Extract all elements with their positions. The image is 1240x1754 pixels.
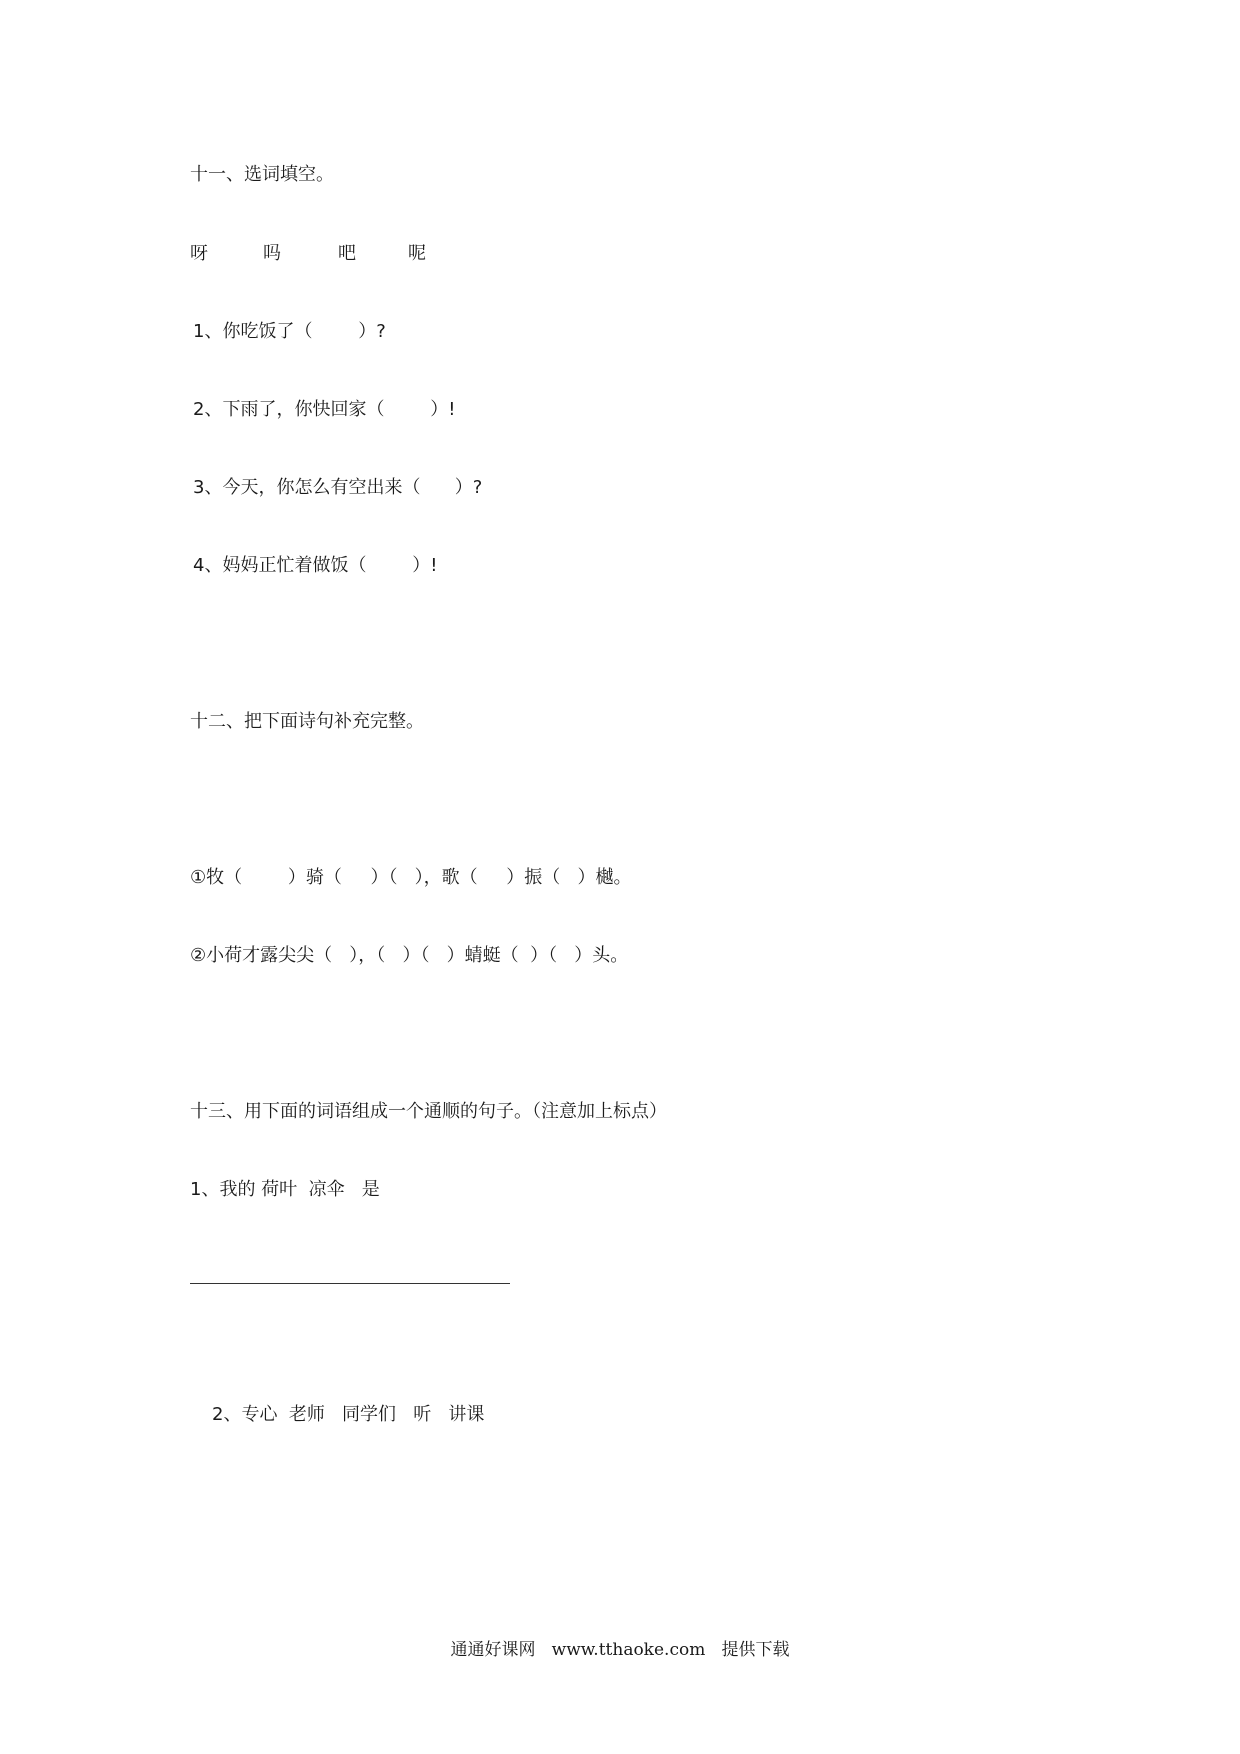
word-option-1: 呀 bbox=[190, 243, 208, 264]
word-option-4: 呢 bbox=[408, 243, 426, 264]
section-13-item-1: 1、我的 荷叶 凉伞 是 bbox=[190, 1179, 380, 1200]
section-12-heading: 十二、把下面诗句补充完整。 bbox=[190, 711, 424, 732]
section-13-heading: 十三、用下面的词语组成一个通顺的句子。（注意加上标点） bbox=[190, 1101, 667, 1122]
section-12-item-1: ①牧（ ）骑（ ）（ ），歌（ ）振（ ）樾。 bbox=[190, 867, 632, 888]
section-12-item-2: ②小荷才露尖尖（ ），（ ）（ ）蜻蜓（ ）（ ）头。 bbox=[190, 945, 629, 966]
word-option-2: 吗 bbox=[263, 243, 281, 264]
section-11-item-2: 2、下雨了，你快回家（ ）! bbox=[193, 399, 456, 420]
section-11-item-1: 1、你吃饭了（ ）? bbox=[193, 321, 386, 342]
page-footer: 通通好课网 www.tthaoke.com 提供下载 bbox=[450, 1640, 790, 1660]
section-11-heading: 十一、选词填空。 bbox=[190, 164, 334, 185]
answer-line bbox=[190, 1283, 510, 1284]
section-11-item-4: 4、妈妈正忙着做饭（ ）! bbox=[193, 555, 438, 576]
word-option-3: 吧 bbox=[338, 243, 356, 264]
section-13-item-2: 2、专心 老师 同学们 听 讲课 bbox=[212, 1404, 485, 1425]
section-11-item-3: 3、今天，你怎么有空出来（ ）? bbox=[193, 477, 483, 498]
